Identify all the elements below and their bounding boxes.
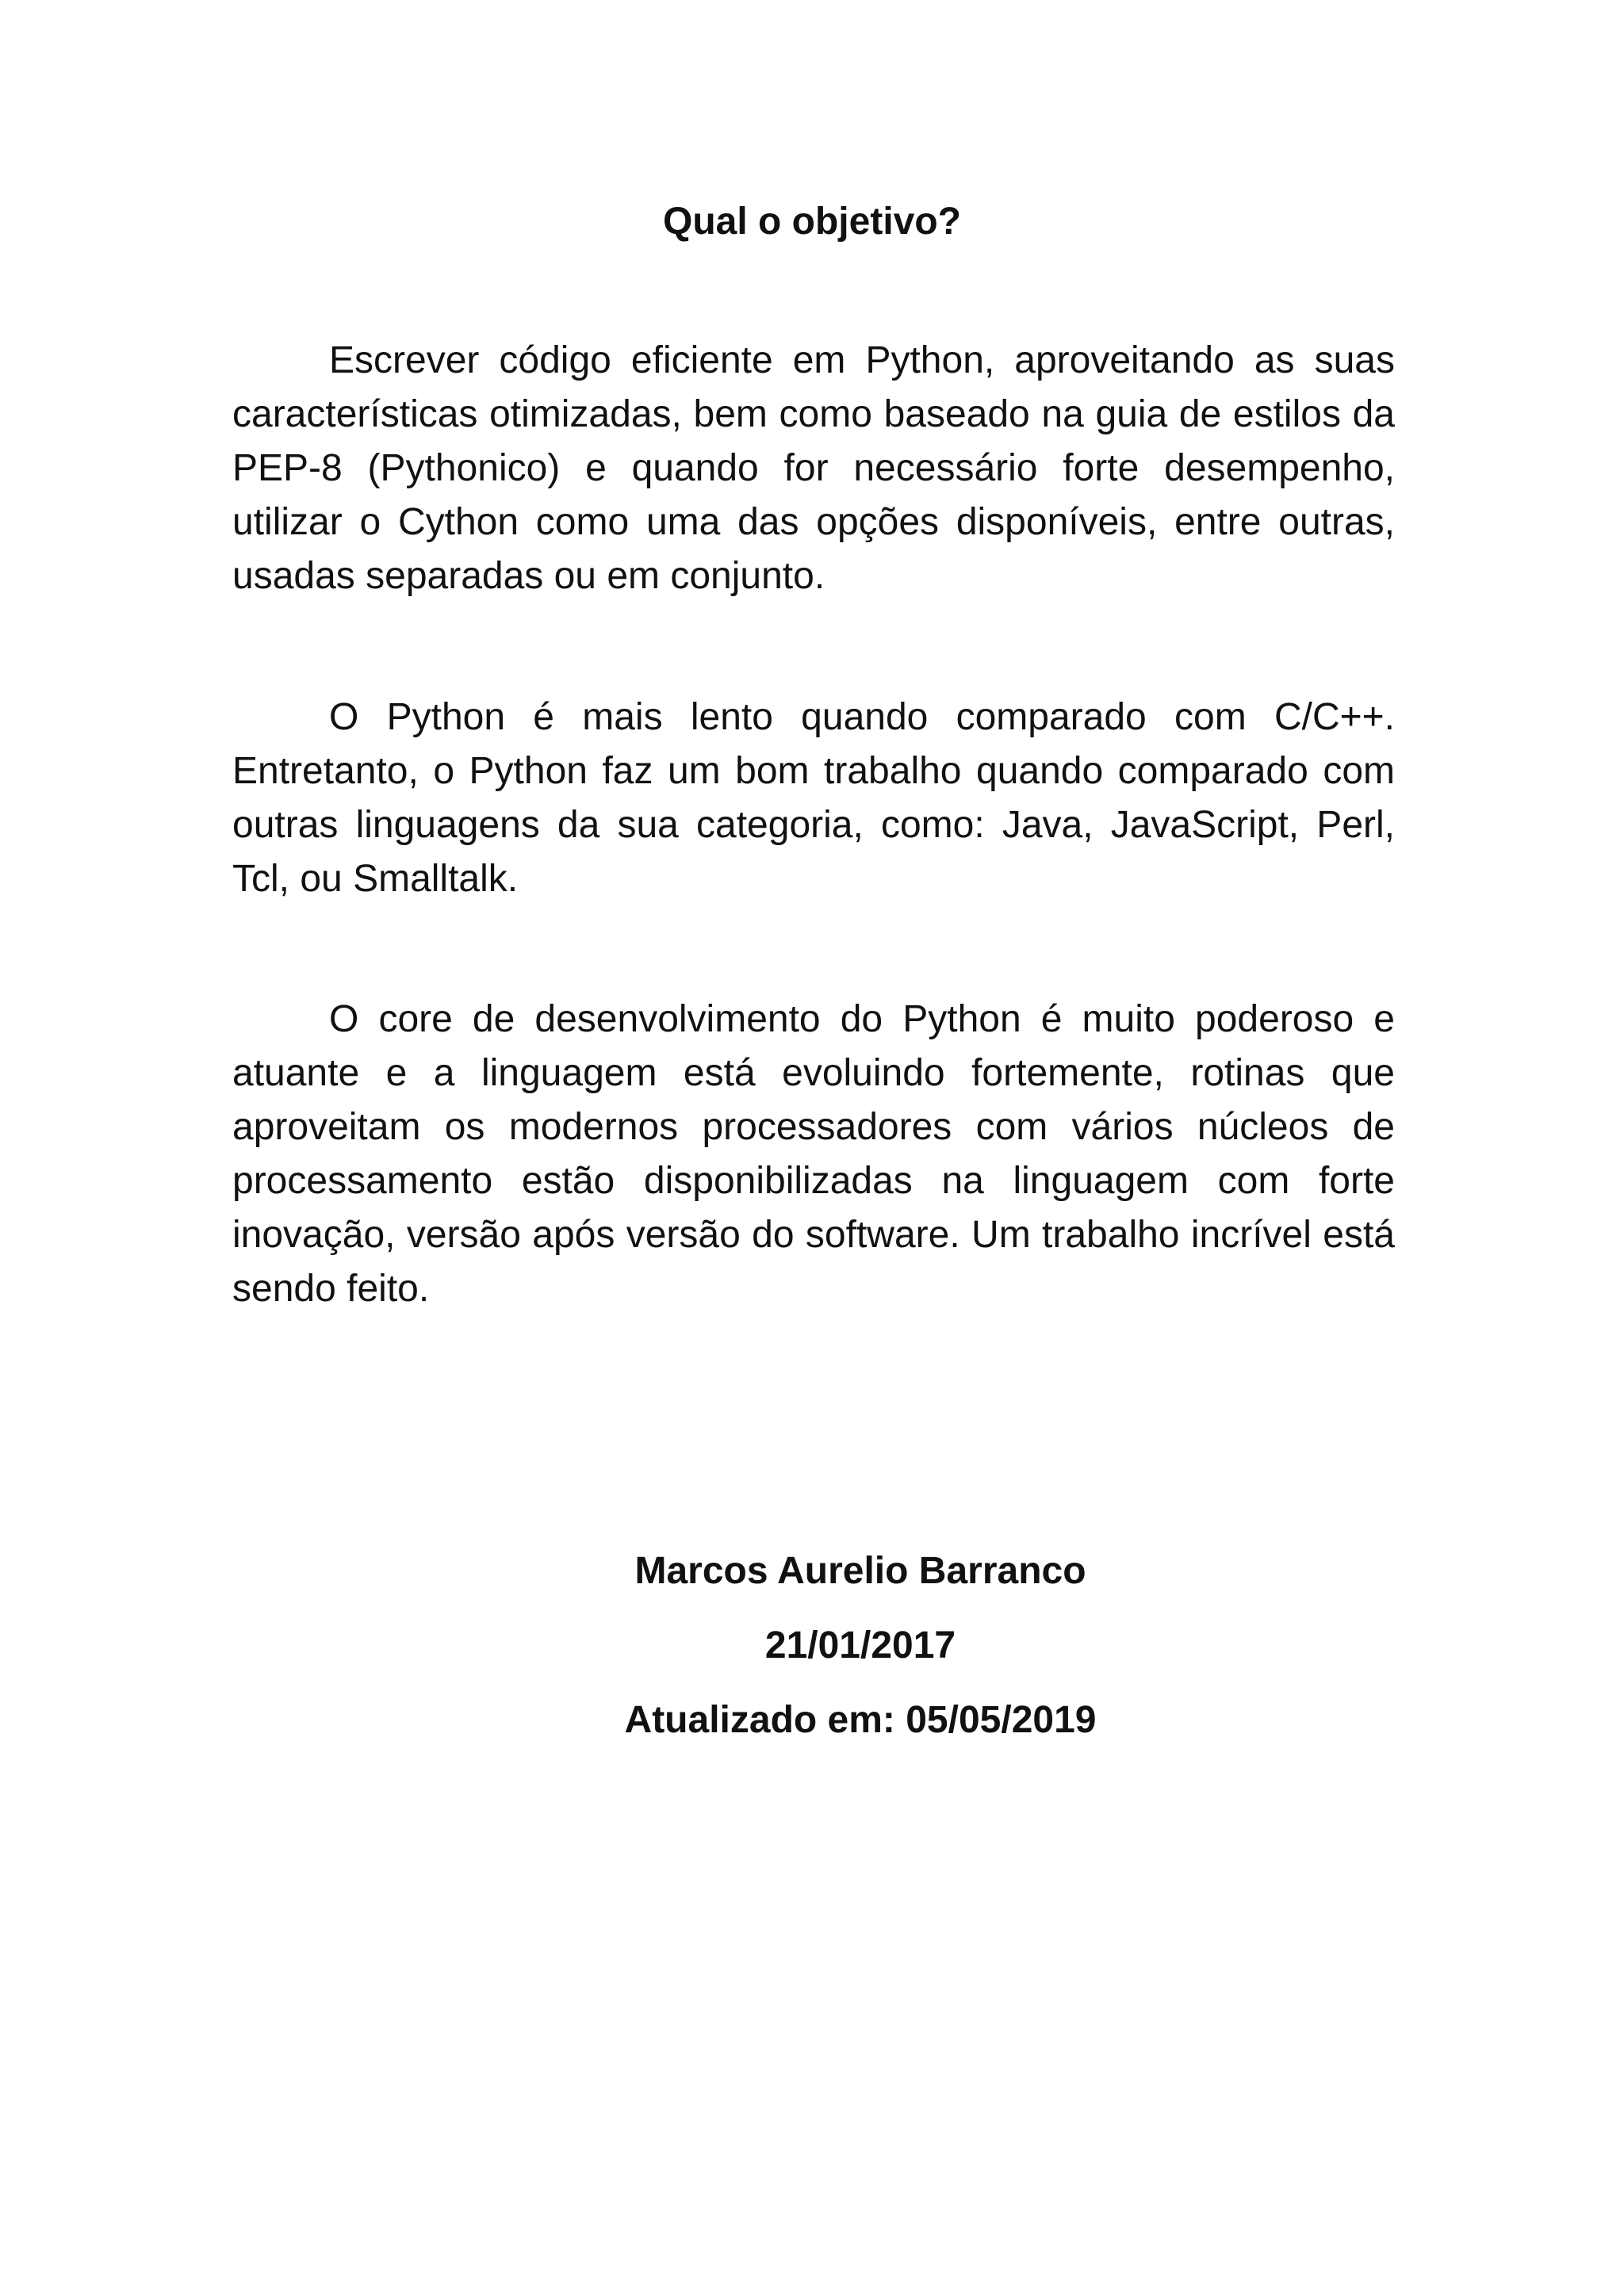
paragraph-performance: O Python é mais lento quando comparado com C/C++. Entretanto, o Python faz um bom trabalho quando comparado com outras linguagens da sua categoria, como: Java, JavaScript, Perl, Tcl, ou Smalltalk. bbox=[232, 696, 1395, 900]
document-date: 21/01/2017 bbox=[764, 1624, 956, 1667]
signature-block bbox=[0, 1534, 1624, 1758]
paragraph-objective: Escrever código eficiente em Python, aproveitando as suas características otimizadas, bem como baseado na guia de estilos da PEP-8 (Pythonico) e quando for necessário forte desempenho, utilizar o Cython como uma das opções disponíveis, entre outras, usadas separadas ou em conjunto. bbox=[232, 339, 1395, 597]
paragraph-core-development: O core de desenvolvimento do Python é muito poderoso e atuante e a linguagem está evoluindo fortemente, rotinas que aproveitam os modernos processadores com vários núcleos de processamento estão disponibilizadas na linguagem com forte inovação, versão após versão do software. Um trabalho incrível está sendo feito. bbox=[232, 998, 1395, 1310]
updated-date: Atualizado em: 05/05/2019 bbox=[624, 1699, 1097, 1741]
author-name: Marcos Aurelio Barranco bbox=[634, 1550, 1086, 1592]
document-title: Qual o objetivo? bbox=[662, 201, 961, 243]
